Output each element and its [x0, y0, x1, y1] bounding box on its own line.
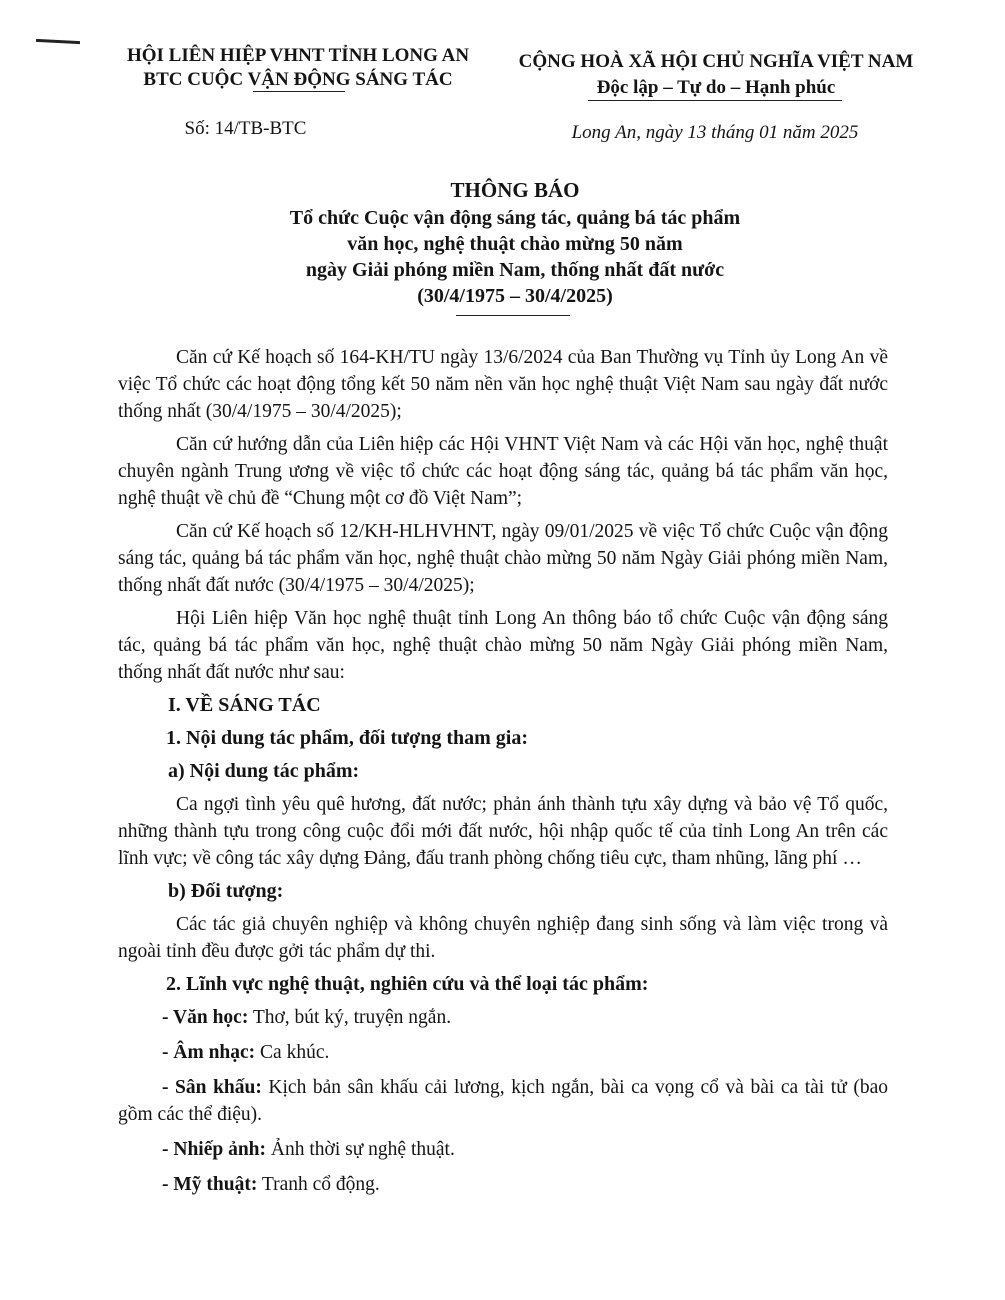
list-item-label: - Văn học: [162, 1007, 249, 1028]
list-item-text: Ảnh thời sự nghệ thuật. [266, 1139, 455, 1160]
document-number: Số: 14/TB-BTC [184, 118, 307, 139]
list-item [118, 1171, 888, 1198]
org-line-2: BTC CUỘC VẬN ĐỘNG SÁNG TÁC [143, 69, 453, 90]
nation-name: CỘNG HOÀ XÃ HỘI CHỦ NGHĨA VIỆT NAM [518, 51, 914, 72]
paragraph-participants: Các tác giả chuyên nghiệp và không chuyên nghiệp đang sinh sống và làm việc trong và ngoài tỉnh đều được gởi tác phẩm dự thi. [118, 914, 888, 962]
paragraph-basis-1: Căn cứ Kế hoạch số 164-KH/TU ngày 13/6/2024 của Ban Thường vụ Tỉnh ủy Long An về việc Tổ chức các hoạt động tổng kết 50 năm nền văn học nghệ thuật Việt Nam sau ngày đất nước thống nhất (30/4/1975 – 30/4/2025); [118, 347, 888, 422]
list-item-label: - Mỹ thuật: [162, 1174, 258, 1195]
motto-underline [588, 100, 842, 101]
list-item-label: - Âm nhạc: [162, 1042, 256, 1063]
list-item [118, 1004, 888, 1031]
title-line-1: Tổ chức Cuộc vận động sáng tác, quảng bá tác phẩm [289, 207, 741, 229]
list-item-text: Tranh cổ động. [257, 1174, 380, 1195]
paragraph-announcement: Hội Liên hiệp Văn học nghệ thuật tỉnh Long An thông báo tổ chức Cuộc vận động sáng tác, quảng bá tác phẩm văn học, nghệ thuật chào mừng 50 năm Ngày Giải phóng miền Nam, thống nhất đất nước như sau: [118, 608, 888, 683]
document-title [150, 175, 880, 309]
title-underline [456, 315, 570, 316]
list-item-text: Kịch bản sân khấu cải lương, kịch ngắn, bài ca vọng cổ và bài ca tài tử (bao gồm các thể điệu). [118, 1077, 888, 1125]
subsection-heading-1a: a) Nội dung tác phẩm: [168, 760, 360, 782]
org-line-1: HỘI LIÊN HIỆP VHNT TỈNH LONG AN [126, 45, 470, 66]
title-line-3: ngày Giải phóng miền Nam, thống nhất đất nước [305, 259, 725, 281]
issuing-organization [108, 44, 488, 92]
document-header [0, 44, 1005, 164]
title-line-4: (30/4/1975 – 30/4/2025) [417, 285, 613, 307]
org-underline [253, 91, 345, 92]
title-line-2: văn học, nghệ thuật chào mừng 50 năm [347, 233, 683, 255]
list-item-text: Ca khúc. [255, 1042, 330, 1063]
list-item-text: Thơ, bút ký, truyện ngắn. [248, 1007, 452, 1028]
list-item-label: - Nhiếp ảnh: [162, 1139, 267, 1160]
subsection-heading-1b: b) Đối tượng: [168, 880, 284, 902]
national-header [506, 49, 926, 101]
list-item [118, 1039, 888, 1066]
paragraph-basis-3: Căn cứ Kế hoạch số 12/KH-HLHVHNT, ngày 09/01/2025 về việc Tổ chức Cuộc vận động sáng tác, quảng bá tác phẩm văn học, nghệ thuật chào mừng 50 năm Ngày Giải phóng miền Nam, thống nhất đất nước (30/4/1975 – 30/4/2025); [118, 521, 888, 596]
national-motto: Độc lập – Tự do – Hạnh phúc [596, 77, 836, 98]
paragraph-basis-2: Căn cứ hướng dẫn của Liên hiệp các Hội VHNT Việt Nam và các Hội văn học, nghệ thuật chuyên ngành Trung ương về việc tổ chức các hoạt động sáng tác, quảng bá tác phẩm văn học, nghệ thuật về chủ đề “Chung một cơ đồ Việt Nam”; [118, 434, 888, 509]
document-body [118, 344, 888, 1206]
title-main: THÔNG BÁO [450, 178, 580, 202]
list-item-label: - Sân khấu: [162, 1077, 262, 1098]
subsection-heading-2: 2. Lĩnh vực nghệ thuật, nghiên cứu và thể loại tác phẩm: [166, 973, 649, 995]
list-item [118, 1136, 888, 1163]
section-heading: I. VỀ SÁNG TÁC [168, 694, 321, 716]
subsection-heading-1: 1. Nội dung tác phẩm, đối tượng tham gia: [166, 727, 529, 749]
list-item [118, 1074, 888, 1128]
paragraph-content: Ca ngợi tình yêu quê hương, đất nước; phản ánh thành tựu xây dựng và bảo vệ Tổ quốc, những thành tựu trong công cuộc đổi mới đất nước, hội nhập quốc tế của tỉnh Long An trên các lĩnh vực; về công tác xây dựng Đảng, đấu tranh phòng chống tiêu cực, tham nhũng, lãng phí … [118, 794, 888, 869]
place-date: Long An, ngày 13 tháng 01 năm 2025 [571, 122, 859, 143]
